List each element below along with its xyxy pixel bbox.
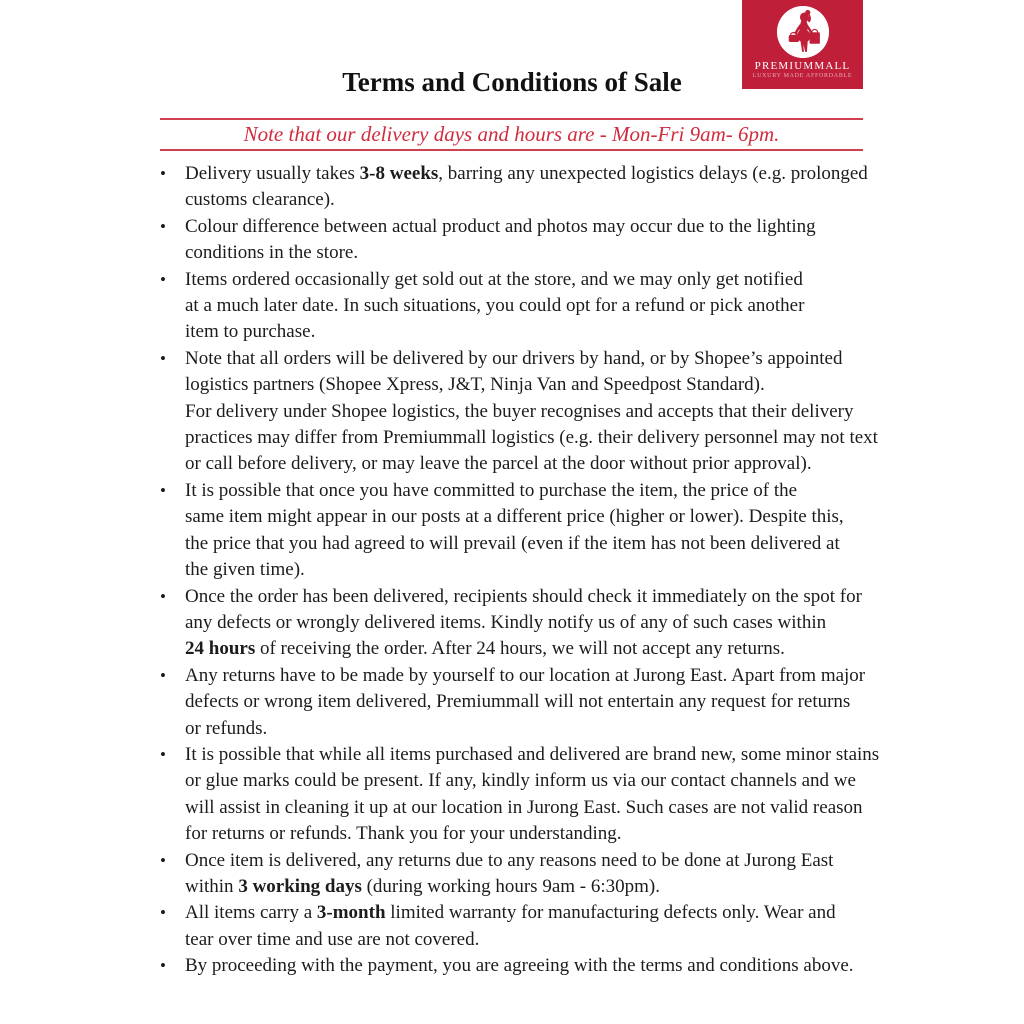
term-text xyxy=(185,663,874,742)
term-item xyxy=(160,214,874,267)
term-line: Note that all orders will be delivered by our drivers by hand, or by Shopee’s appointed xyxy=(185,347,843,369)
term-text xyxy=(185,900,874,953)
term-text xyxy=(185,214,874,267)
term-line: for returns or refunds. Thank you for your understanding. xyxy=(185,823,622,845)
term-line: any defects or wrongly delivered items. Kindly notify us of any of such cases within xyxy=(185,611,827,633)
term-line: logistics partners (Shopee Xpress, J&T, Ninja Van and Speedpost Standard). xyxy=(185,374,765,396)
brand-tagline: LUXURY MADE AFFORDABLE xyxy=(752,73,853,79)
bullet-marker: • xyxy=(160,850,166,870)
delivery-notice-text: Note that our delivery days and hours are - Mon-Fri 9am- 6pm. xyxy=(243,122,780,146)
bullet-marker: • xyxy=(160,744,166,764)
term-line: Once item is delivered, any returns due to any reasons need to be done at Jurong East xyxy=(185,849,834,871)
term-line: Once the order has been delivered, recipients should check it immediately on the spot for xyxy=(185,585,862,607)
term-text xyxy=(185,267,874,346)
page-title: Terms and Conditions of Sale xyxy=(342,67,682,97)
bullet-marker: • xyxy=(160,269,166,289)
term-item xyxy=(160,478,874,584)
term-item xyxy=(160,161,874,214)
term-line: 24 hours of receiving the order. After 24 hours, we will not accept any returns. xyxy=(185,638,785,660)
term-line: same item might appear in our posts at a different price (higher or lower). Despite this, xyxy=(185,506,844,528)
term-item xyxy=(160,953,874,979)
term-line: or call before delivery, or may leave the parcel at the door without prior approval). xyxy=(185,453,812,475)
term-line: will assist in cleaning it up at our location in Jurong East. Such cases are not valid reason xyxy=(185,796,863,818)
term-line: or glue marks could be present. If any, kindly inform us via our contact channels and we xyxy=(185,770,856,792)
term-text xyxy=(185,848,874,901)
term-line: item to purchase. xyxy=(185,321,316,343)
bullet-marker: • xyxy=(160,164,166,183)
terms-list xyxy=(160,161,880,980)
term-line: or refunds. xyxy=(185,717,268,739)
term-line: By proceeding with the payment, you are agreeing with the terms and conditions above. xyxy=(185,955,854,977)
term-line: It is possible that once you have committed to purchase the item, the price of the xyxy=(185,479,798,501)
bullet-marker: • xyxy=(160,586,166,606)
term-item xyxy=(160,663,874,742)
term-line: defects or wrong item delivered, Premiummall will not entertain any request for returns xyxy=(185,691,851,713)
term-item xyxy=(160,267,874,346)
term-line: within 3 working days (during working hours 9am - 6:30pm). xyxy=(185,875,660,897)
term-line: Any returns have to be made by yourself to our location at Jurong East. Apart from major xyxy=(185,664,866,686)
term-text xyxy=(185,161,874,214)
bullet-marker: • xyxy=(160,480,166,500)
term-line: All items carry a 3-month limited warranty for manufacturing defects only. Wear and xyxy=(185,902,836,924)
term-item xyxy=(160,848,874,901)
term-item xyxy=(160,346,878,478)
term-item xyxy=(160,742,880,848)
term-line: Items ordered occasionally get sold out at the store, and we may only get notified xyxy=(185,268,803,290)
woman-with-shopping-bags-icon xyxy=(777,6,829,58)
term-text xyxy=(185,953,874,979)
bullet-marker: • xyxy=(160,216,166,236)
term-line: conditions in the store. xyxy=(185,242,359,264)
delivery-notice xyxy=(160,118,863,151)
term-line: Delivery usually takes 3-8 weeks, barring any unexpected logistics delays (e.g. prolonged xyxy=(185,163,868,184)
term-line: For delivery under Shopee logistics, the buyer recognises and accepts that their delivery xyxy=(185,400,854,422)
term-text xyxy=(185,742,879,848)
term-line: tear over time and use are not covered. xyxy=(185,928,480,950)
bullet-marker: • xyxy=(160,348,166,368)
term-text xyxy=(185,584,874,663)
term-line: It is possible that while all items purchased and delivered are brand new, some minor stains xyxy=(185,743,880,765)
term-text xyxy=(185,478,874,584)
bullet-marker: • xyxy=(160,903,166,923)
term-line: practices may differ from Premiummall logistics (e.g. their delivery personnel may not text xyxy=(185,427,878,449)
term-item xyxy=(160,584,874,663)
term-line: at a much later date. In such situations, you could opt for a refund or pick another xyxy=(185,295,805,317)
term-line: the given time). xyxy=(185,559,305,581)
term-line: customs clearance). xyxy=(185,189,335,211)
term-text xyxy=(185,346,878,478)
brand-name: PREMIUMMALL xyxy=(754,60,851,72)
bullet-marker: • xyxy=(160,665,166,685)
bullet-marker: • xyxy=(160,956,166,976)
term-item xyxy=(160,900,874,953)
term-line: the price that you had agreed to will prevail (even if the item has not been delivered at xyxy=(185,532,840,554)
term-line: Colour difference between actual product and photos may occur due to the lighting xyxy=(185,215,816,237)
